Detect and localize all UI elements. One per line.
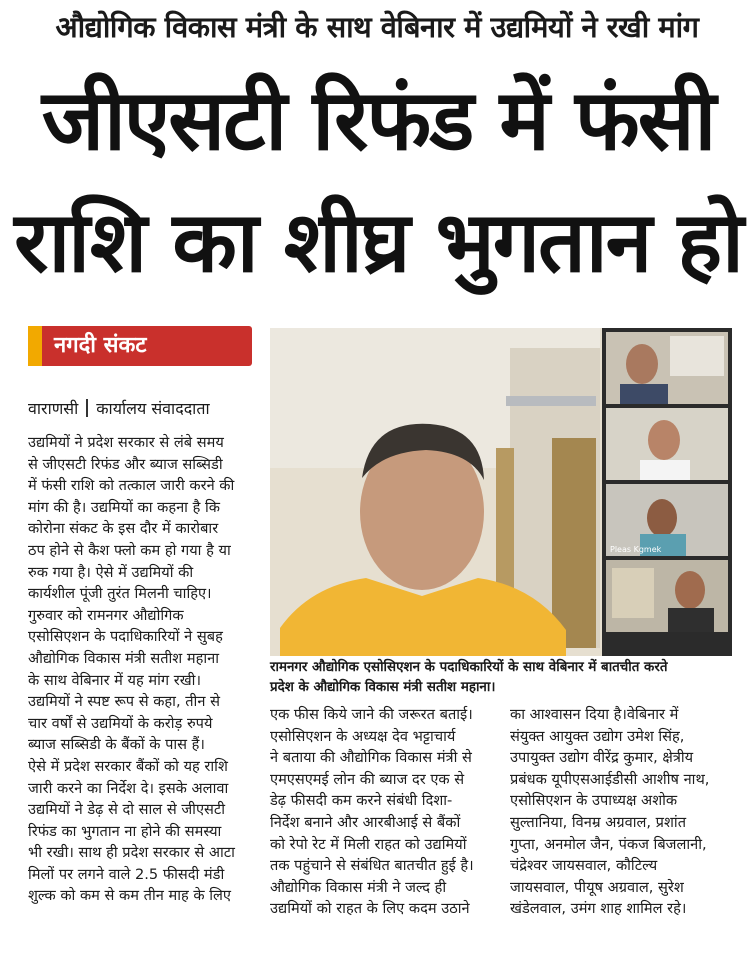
body-line: भी रखी। साथ ही प्रदेश सरकार से आटा bbox=[28, 844, 235, 862]
body-line: ऐसे में प्रदेश सरकार बैंकों को यह राशि bbox=[28, 757, 228, 775]
section-tag bbox=[28, 326, 252, 366]
tag-label: नगदी संकट bbox=[54, 333, 147, 358]
body-line: एक फीस किये जाने की जरूरत बताई। bbox=[270, 706, 473, 723]
participant-2-shirt bbox=[640, 460, 690, 480]
body-line: उद्यमियों ने डेढ़ से दो साल से जीएसटी bbox=[28, 801, 226, 819]
body-line: ब्याज सब्सिडी के बैंकों के पास हैं। bbox=[28, 736, 205, 754]
ac-unit bbox=[506, 396, 596, 406]
body-line: को रेपो रेट में मिली राहत को उद्यमियों bbox=[270, 835, 467, 853]
body-line: के साथ वेबिनार में यह मांग रखी। bbox=[28, 671, 201, 689]
main-headline bbox=[10, 60, 746, 304]
body-line: जारी करने का निर्देश दे। इसके अलावा bbox=[28, 779, 229, 797]
body-line: से जीएसटी रिफंड और ब्याज सब्सिडी bbox=[28, 455, 223, 473]
body-line: रुक गया है। ऐसे में उद्यमियों की bbox=[28, 563, 194, 581]
caption-line-1: रामनगर औद्योगिक एसोसिएशन के पदाधिकारियों के साथ वेबिनार में बातचीत करते bbox=[270, 660, 668, 675]
tag-accent-bar bbox=[28, 326, 42, 366]
body-line: गुप्ता, अनमोल जैन, पंकज बिजलानी, bbox=[510, 835, 707, 853]
body-line: कार्यशील पूंजी तुरंत मिलनी चाहिए। bbox=[28, 585, 212, 603]
body-line: ठप होने से कैश फ्लो कम हो गया है या bbox=[28, 541, 231, 559]
body-line: जायसवाल, पीयूष अग्रवाल, सुरेश bbox=[510, 878, 684, 896]
body-line: उद्यमियों ने प्रदेश सरकार से लंबे समय bbox=[28, 434, 224, 451]
body-line: एसोसिएशन के उपाध्यक्ष अशोक bbox=[510, 792, 678, 810]
participant-1-face bbox=[626, 344, 658, 384]
body-line: प्रबंधक यूपीएसआईडीसी आशीष नाथ, bbox=[510, 770, 710, 788]
body-line: तक पहुंचाने से संबंधित बातचीत हुई है। bbox=[270, 857, 474, 875]
body-line: में फंसी राशि को तत्काल जारी करने की bbox=[28, 477, 235, 495]
body-line: उपायुक्त उद्योग वीरेंद्र कुमार, क्षेत्रीय bbox=[510, 749, 694, 767]
byline-city: वाराणसी bbox=[28, 399, 79, 418]
participant-1-shirt bbox=[620, 384, 668, 404]
body-line: उद्यमियों ने स्पष्ट रूप से कहा, तीन से bbox=[28, 693, 220, 711]
body-line: एसोसिएशन के अध्यक्ष देव भट्टाचार्य bbox=[270, 727, 456, 745]
body-line: गुरुवार को रामनगर औद्योगिक bbox=[28, 606, 184, 624]
body-line: चार वर्षों से उद्यमियों के करोड़ रुपये bbox=[28, 714, 213, 732]
body-line: डेढ़ फीसदी कम करने संबंधी दिशा- bbox=[270, 792, 453, 810]
body-line: ने बताया की औद्योगिक विकास मंत्री से bbox=[270, 749, 472, 767]
byline bbox=[28, 396, 210, 422]
body-line: रिफंड का भुगतान ना होने की समस्या bbox=[28, 822, 222, 840]
body-line: निर्देश बनाने और आरबीआई से बैंकों bbox=[270, 813, 461, 831]
caption-line-2: प्रदेश के औद्योगिक विकास मंत्री सतीश महाना। bbox=[270, 680, 496, 695]
body-line: एमएसएमई लोन की ब्याज दर एक से bbox=[270, 770, 465, 788]
body-column-2 bbox=[270, 704, 492, 952]
body-line: औद्योगिक विकास मंत्री सतीश महाना bbox=[28, 649, 219, 667]
webinar-screenshot-illustration bbox=[270, 328, 732, 656]
body-line: कोरोना संकट के इस दौर में कारोबार bbox=[28, 520, 219, 538]
body-line: मिलों पर लगने वाले 2.5 फीसदी मंडी bbox=[28, 865, 225, 883]
tile-1-window bbox=[670, 336, 724, 376]
body-column-3 bbox=[510, 704, 732, 952]
byline-desk: कार्यालय संवाददाता bbox=[96, 399, 210, 418]
kicker-headline: औद्योगिक विकास मंत्री के साथ वेबिनार में उद्यमियों ने रखी मांग bbox=[55, 10, 699, 44]
body-line: संयुक्त आयुक्त उद्योग उमेश सिंह, bbox=[510, 727, 685, 745]
body-column-1 bbox=[28, 432, 252, 952]
participant-4-face bbox=[675, 571, 705, 609]
body-line: शुल्क को कम से कम तीन माह के लिए bbox=[28, 887, 231, 905]
tile-4-shelf bbox=[612, 568, 654, 618]
body-line: उद्यमियों को राहत के लिए कदम उठाने bbox=[270, 900, 470, 918]
headline-line-1: जीएसटी रिफंड में फंसी bbox=[41, 71, 715, 169]
photo-caption bbox=[270, 658, 732, 698]
body-line: मांग की है। उद्यमियों का कहना है कि bbox=[28, 498, 220, 516]
participant-2-face bbox=[648, 420, 680, 460]
participant-4-shirt bbox=[668, 608, 714, 632]
curtain-right bbox=[552, 438, 596, 648]
body-line: एसोसिएशन के पदाधिकारियों ने सुबह bbox=[28, 628, 223, 646]
body-line: खंडेलवाल, उमंग शाह शामिल रहे। bbox=[510, 900, 687, 918]
participant-3-label: Pleas Kgmek bbox=[610, 545, 662, 554]
body-line: सुल्तानिया, विनम्र अग्रवाल, प्रशांत bbox=[510, 813, 687, 831]
body-line: का आश्वासन दिया है।वेबिनार में bbox=[510, 706, 679, 723]
body-line: चंद्रेश्वर जायसवाल, कौटिल्य bbox=[510, 857, 658, 875]
byline-divider bbox=[86, 399, 88, 417]
webinar-photo bbox=[270, 328, 732, 656]
participant-3-face bbox=[647, 499, 677, 537]
headline-line-2: राशि का शीघ्र भुगतान हो bbox=[14, 193, 742, 291]
body-line: औद्योगिक विकास मंत्री ने जल्द ही bbox=[270, 878, 447, 896]
